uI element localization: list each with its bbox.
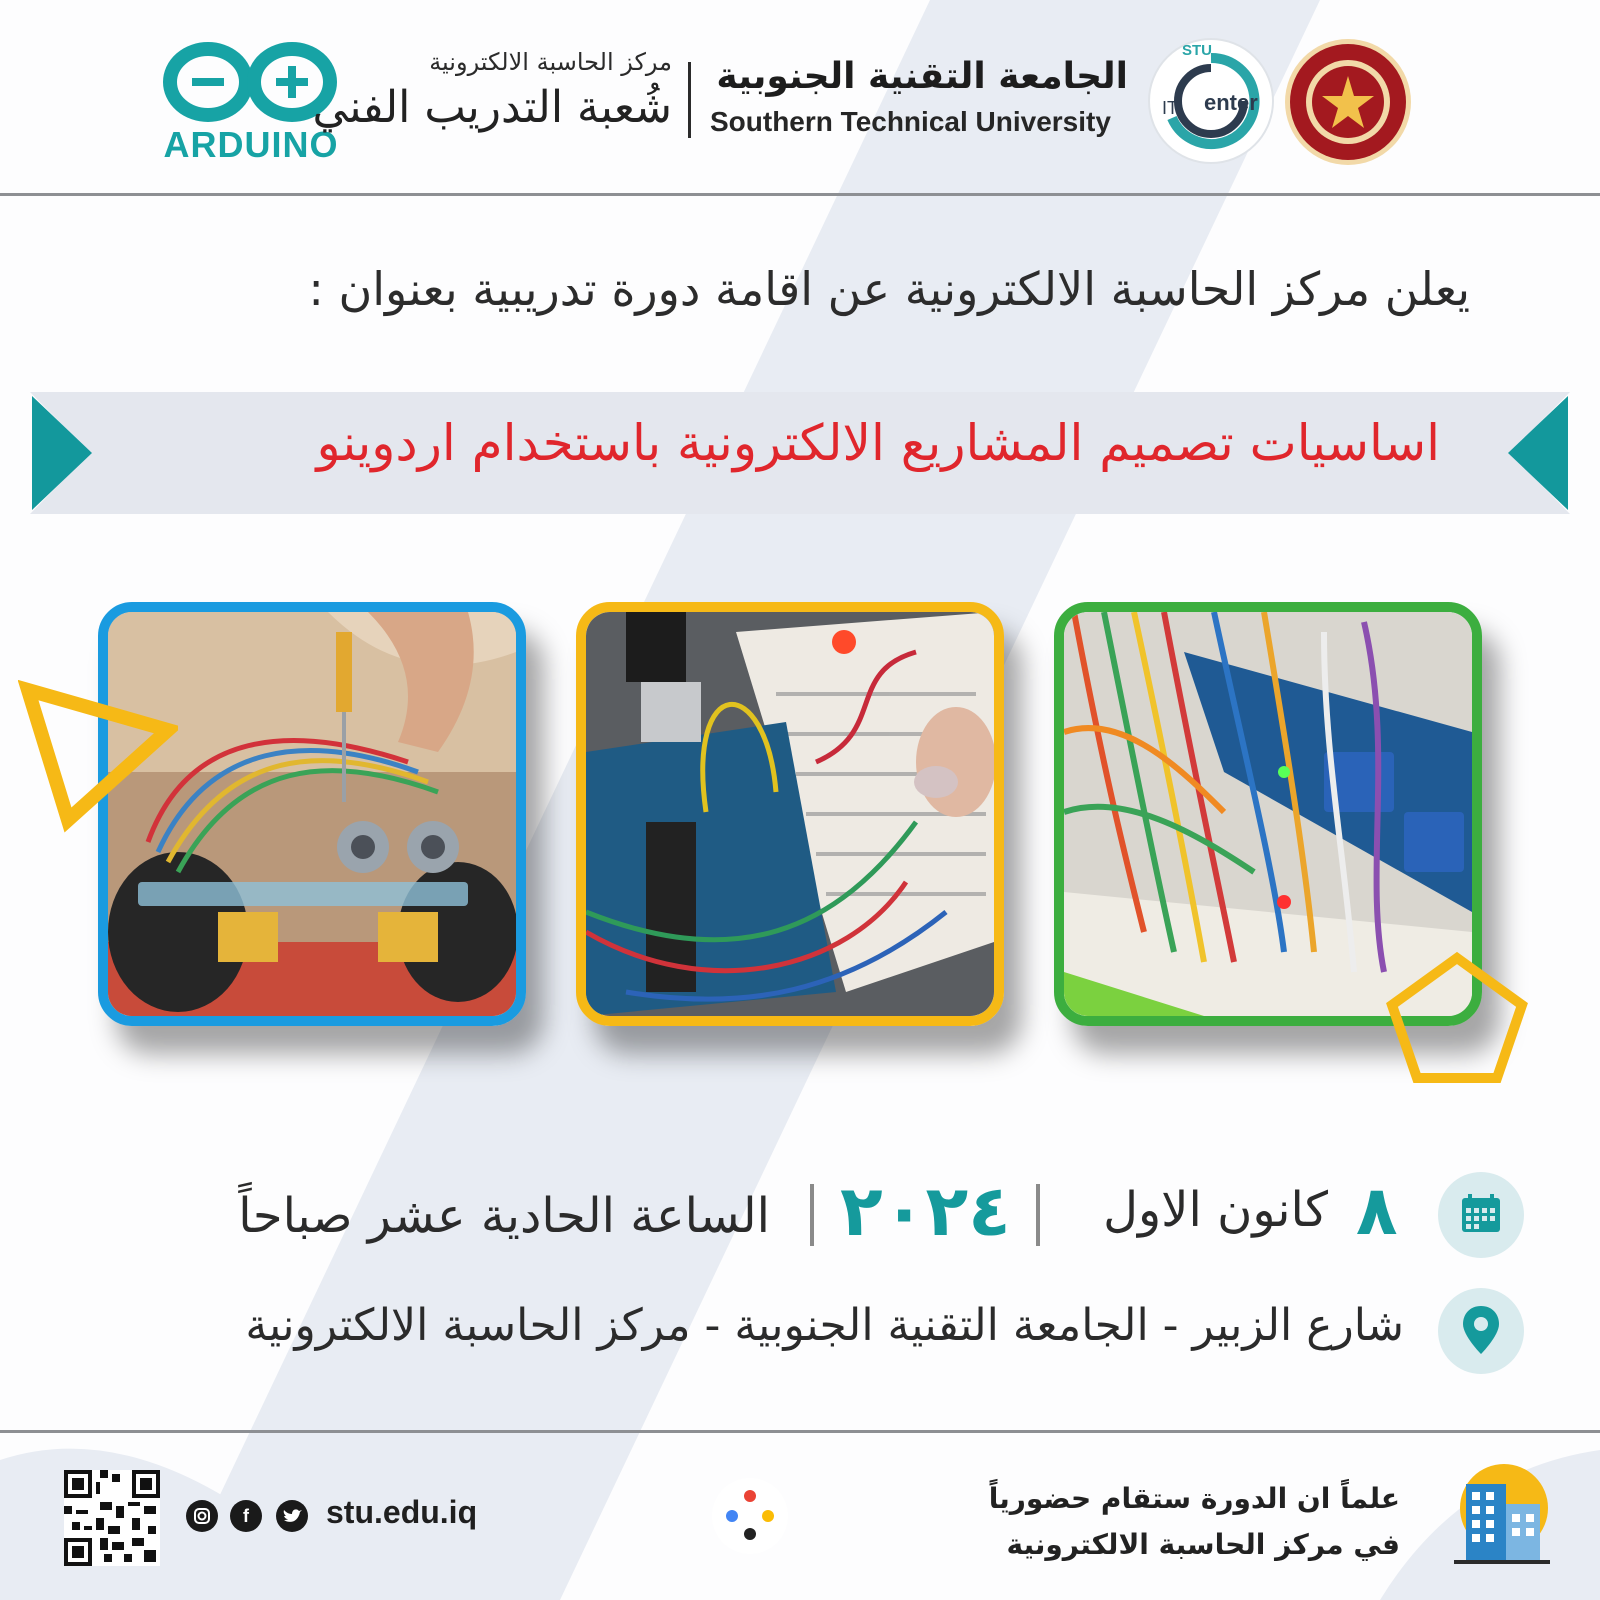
google-dots-icon	[710, 1476, 790, 1556]
schedule-day: ٨	[1356, 1172, 1398, 1251]
facebook-icon[interactable]: f	[230, 1500, 262, 1532]
announcement-text: يعلن مركز الحاسبة الالكترونية عن اقامة دورة تدريبية بعنوان :	[308, 262, 1470, 316]
map-pin-icon	[1438, 1288, 1524, 1374]
university-seal	[1284, 38, 1412, 166]
schedule-separator-1	[1036, 1184, 1040, 1246]
location-icon-circle	[1438, 1288, 1524, 1374]
schedule-separator-2	[810, 1184, 814, 1246]
arduino-breadboard-photo	[576, 602, 1004, 1026]
website-link[interactable]: stu.edu.iq	[326, 1494, 478, 1530]
university-seal-icon	[1284, 38, 1412, 166]
qr-code[interactable]	[64, 1470, 160, 1566]
university-name-en: Southern Technical University	[710, 106, 1111, 137]
schedule-month: كانون الاول	[1103, 1182, 1328, 1238]
location-text: شارع الزبير - الجامعة التقنية الجنوبية - مركز الحاسبة الالكترونية	[245, 1300, 1404, 1351]
calendar-icon-circle	[1438, 1172, 1524, 1258]
instagram-icon[interactable]	[186, 1500, 218, 1532]
header-divider	[688, 62, 691, 138]
arduino-logo-text: ARDUINO	[163, 124, 339, 165]
calendar-icon	[1438, 1172, 1524, 1258]
university-name-ar: الجامعة التقنية الجنوبية	[716, 56, 1128, 97]
footer-note-line1: علماً ان الدورة ستقام حضورياً	[988, 1482, 1400, 1515]
header-rule	[0, 193, 1600, 196]
it-center-prefix-text: IT	[1162, 98, 1178, 118]
schedule-time: الساعة الحادية عشر صباحاً	[238, 1188, 770, 1244]
yellow-triangle-decoration	[18, 680, 178, 840]
yellow-pentagon-decoration	[1382, 950, 1532, 1100]
it-center-top-text: STU	[1182, 42, 1212, 59]
footer-note-line2: في مركز الحاسبة الالكترونية	[1006, 1528, 1400, 1561]
building-icon	[1454, 1464, 1550, 1564]
header	[0, 0, 1600, 193]
it-center-logo	[1148, 38, 1274, 164]
twitter-icon[interactable]	[276, 1500, 308, 1532]
it-center-logo-text: enter	[1204, 90, 1258, 115]
training-division: شُعبة التدريب الفني	[312, 82, 672, 133]
footer-rule	[0, 1430, 1600, 1433]
schedule-year: ٢٠٢٤	[840, 1170, 1011, 1252]
course-title: اساسيات تصميم المشاريع الالكترونية باستخدام اردوينو	[316, 414, 1440, 472]
training-center-line: مركز الحاسبة الالكترونية	[429, 48, 672, 76]
